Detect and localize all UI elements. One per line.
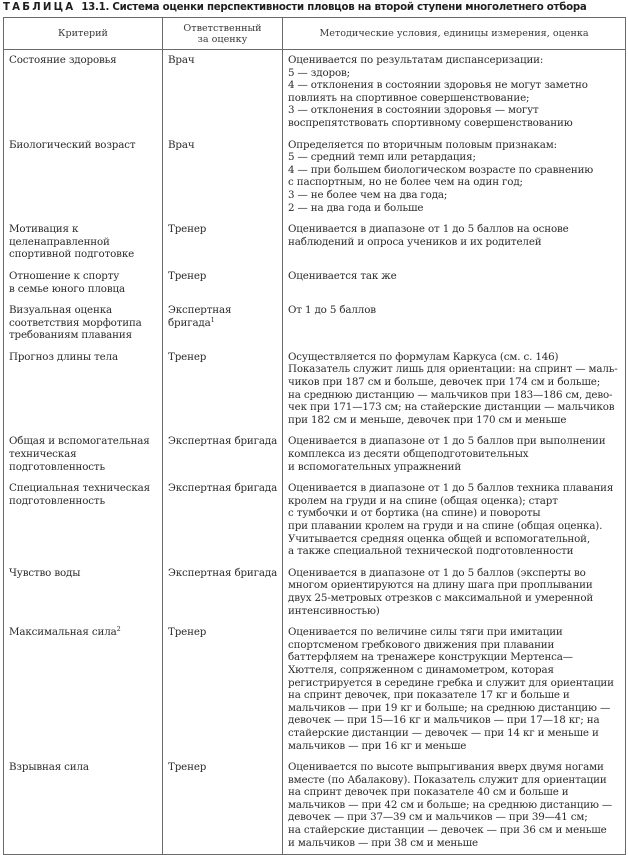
methods-text: мальчиков — при 42 см и больше; на среднюю дистанцию — [288, 798, 613, 811]
cell-criterion [4, 563, 163, 622]
criterion-line [9, 495, 158, 508]
methods-line [288, 67, 621, 80]
criterion-text: Визуальная оценка [9, 304, 112, 317]
table-row [4, 50, 626, 135]
methods-text: при плавании кролем на груди и на спине (общая оценка). [288, 520, 603, 532]
table-caption [3, 2, 628, 13]
methods-line [288, 714, 621, 727]
methods-line [288, 79, 621, 92]
criterion-text: Отношение к спорту [9, 269, 120, 282]
criterion-text: требованиям плавания [9, 329, 132, 342]
methods-line [288, 389, 621, 402]
criterion-text: Чувство воды [9, 566, 81, 579]
methods-line [288, 533, 621, 546]
criterion-line [9, 448, 158, 461]
cell-criterion [4, 478, 163, 563]
methods-line [288, 702, 621, 715]
criterion-text: Состояние здоровья [9, 54, 117, 66]
methods-line [288, 824, 621, 837]
methods-line [288, 414, 621, 427]
cell-responsible [163, 757, 283, 855]
methods-text: с тумбочки и от бортика (на спине) и повороты [288, 507, 541, 520]
methods-line [288, 579, 621, 592]
methods-text: Учитывается средняя оценка общей и вспомогательной, [288, 532, 591, 545]
methods-text: на стайерские дистанции — девочек — при 36 см и меньше [288, 824, 607, 837]
methods-line [288, 592, 621, 605]
methods-line [288, 270, 621, 283]
responsible-line [168, 304, 278, 317]
methods-text: стайерские дистанции — девочек — при 14 кг и меньше и [288, 726, 599, 739]
cell-methods [283, 347, 626, 432]
methods-line [288, 202, 621, 215]
methods-line [288, 117, 621, 130]
methods-text: Оценивается по результатам диспансеризации: [288, 54, 544, 66]
criterion-text: соответствия морфотипа [9, 316, 142, 329]
methods-line [288, 651, 621, 664]
criterion-text: Специальная техническая [9, 482, 150, 495]
methods-text: при 182 см и меньше, девочек при 170 см и меньше [288, 413, 567, 426]
criterion-text: Максимальная сила [9, 626, 117, 639]
methods-text: комплекса из десяти общеподготовительных [288, 448, 529, 461]
cell-methods [283, 622, 626, 757]
methods-line [288, 482, 621, 495]
criterion-line [9, 461, 158, 474]
methods-line [288, 545, 621, 558]
methods-text: на спринт девочек при показателе 40 см и больше и [288, 786, 569, 799]
header-responsible-line1: Ответственный [183, 22, 262, 34]
table-row [4, 347, 626, 432]
responsible-line [168, 223, 278, 236]
table-row [4, 622, 626, 757]
methods-line [288, 507, 621, 520]
cell-criterion [4, 300, 163, 347]
cell-methods [283, 219, 626, 266]
responsible-line [168, 54, 278, 67]
criterion-line [9, 351, 158, 364]
table-row [4, 563, 626, 622]
methods-text: и мальчиков — при 38 см и меньше [288, 836, 478, 849]
criterion-text: Взрывная сила [9, 761, 89, 774]
methods-line [288, 351, 621, 364]
cell-methods [283, 757, 626, 855]
methods-line [288, 786, 621, 799]
methods-text: многом ориентируются на длину шага при проплывании [288, 579, 593, 592]
methods-text: 4 — при большем биологическом возрасте по сравнению [288, 163, 594, 176]
cell-responsible [163, 563, 283, 622]
cell-methods [283, 266, 626, 300]
responsible-text: Врач [168, 54, 195, 66]
criterion-line [9, 435, 158, 448]
cell-methods [283, 431, 626, 478]
criterion-text: спортивной подготовке [9, 248, 135, 261]
criterion-text: Прогноз длины тела [9, 350, 118, 363]
methods-line [288, 164, 621, 177]
responsible-line [168, 139, 278, 152]
table-row [4, 757, 626, 855]
table-row [4, 300, 626, 347]
methods-text: Определяется по вторичным половым признакам: [288, 138, 557, 151]
responsible-text: Экспертная [168, 304, 232, 317]
criterion-line [9, 567, 158, 580]
responsible-text: Тренер [168, 626, 207, 639]
responsible-text: Тренер [168, 269, 207, 282]
methods-text: 2 — на два года и больше [288, 201, 424, 214]
methods-text: Оценивается по величине силы тяги при имитации [288, 626, 563, 639]
methods-line [288, 304, 621, 317]
methods-line [288, 639, 621, 652]
methods-line [288, 727, 621, 740]
header-methods: Методические условия, единицы измерения, оценка [283, 18, 626, 50]
cell-responsible [163, 300, 283, 347]
header-responsible [163, 18, 283, 50]
criterion-line [9, 304, 158, 317]
methods-text: баттерфляем на тренажере конструкции Мертенса— [288, 651, 573, 664]
methods-line [288, 837, 621, 850]
table-row [4, 266, 626, 300]
methods-line [288, 139, 621, 152]
responsible-line [168, 435, 278, 448]
methods-line [288, 236, 621, 249]
criterion-line [9, 270, 158, 283]
cell-responsible [163, 622, 283, 757]
cell-responsible [163, 135, 283, 220]
methods-line [288, 363, 621, 376]
methods-text: наблюдений и опроса учеников и их родителей [288, 235, 542, 248]
criterion-line [9, 283, 158, 296]
cell-criterion [4, 347, 163, 432]
responsible-line [168, 761, 278, 774]
methods-line [288, 677, 621, 690]
cell-responsible [163, 50, 283, 135]
methods-line [288, 461, 621, 474]
methods-line [288, 223, 621, 236]
responsible-text: Тренер [168, 350, 207, 363]
table-row [4, 478, 626, 563]
methods-line [288, 151, 621, 164]
methods-text: интенсивностью) [288, 604, 380, 617]
methods-text: а также специальной технической подготовленности [288, 545, 574, 558]
cell-methods [283, 300, 626, 347]
methods-line [288, 448, 621, 461]
header-responsible-line2: за оценку [197, 33, 248, 45]
responsible-line [168, 482, 278, 495]
criterion-text: Мотивация к [9, 223, 79, 236]
methods-line [288, 189, 621, 202]
methods-line [288, 104, 621, 117]
criterion-line [9, 236, 158, 249]
table-header-row [4, 18, 626, 50]
methods-line [288, 761, 621, 774]
methods-text: Оценивается в диапазоне от 1 до 5 баллов (эксперты во [288, 566, 586, 579]
responsible-text: Врач [168, 138, 195, 151]
methods-text: с паспортным, но не более чем на один год; [288, 176, 523, 189]
methods-line [288, 567, 621, 580]
methods-text: 4 — отклонения в состоянии здоровья не могут заметно [288, 79, 588, 92]
responsible-line [168, 626, 278, 639]
methods-line [288, 92, 621, 105]
criterion-line [9, 248, 158, 261]
methods-line [288, 799, 621, 812]
responsible-text: Экспертная бригада [168, 482, 278, 495]
methods-text: на среднюю дистанцию — мальчиков при 183—186 см, дево- [288, 388, 613, 401]
table-row [4, 135, 626, 220]
cell-criterion [4, 622, 163, 757]
methods-line [288, 811, 621, 824]
cell-methods [283, 478, 626, 563]
table-row [4, 219, 626, 266]
criterion-line [9, 317, 158, 330]
table-row [4, 431, 626, 478]
cell-methods [283, 50, 626, 135]
methods-text: регистрируется в середине гребка и служит для ориентации [288, 676, 614, 689]
methods-line [288, 54, 621, 67]
cell-responsible [163, 431, 283, 478]
footnote-marker: 2 [116, 625, 121, 634]
methods-line [288, 495, 621, 508]
criterion-line [9, 139, 158, 152]
methods-text: 5 — здоров; [288, 66, 350, 79]
cell-responsible [163, 347, 283, 432]
cell-methods [283, 563, 626, 622]
methods-line [288, 774, 621, 787]
cell-responsible [163, 478, 283, 563]
methods-text: девочек — при 37—39 см и мальчиков — при 39—41 см; [288, 811, 588, 824]
methods-text: на спринт девочек, при показателе 17 кг и больше и [288, 689, 570, 702]
methods-line [288, 664, 621, 677]
header-criterion: Критерий [4, 18, 163, 50]
methods-text: мальчиков — при 19 кг и больше; на среднюю дистанцию — [288, 701, 611, 714]
methods-text: 5 — средний темп или ретардация; [288, 151, 476, 164]
criterion-line [9, 329, 158, 342]
cell-criterion [4, 431, 163, 478]
responsible-line [168, 270, 278, 283]
responsible-line [168, 351, 278, 364]
criterion-text: целенаправленной [9, 235, 110, 248]
methods-text: 3 — не более чем на два года; [288, 188, 448, 201]
criterion-line [9, 223, 158, 236]
cell-criterion [4, 219, 163, 266]
methods-line [288, 435, 621, 448]
cell-methods [283, 135, 626, 220]
methods-text: Оценивается в диапазоне от 1 до 5 баллов на основе [288, 223, 569, 236]
methods-line [288, 689, 621, 702]
methods-text: девочек — при 15—16 кг и мальчиков — при 17—18 кг; на [288, 714, 600, 727]
criterion-line [9, 626, 158, 639]
methods-text: повлиять на спортивное совершенствование; [288, 91, 530, 104]
methods-line [288, 376, 621, 389]
methods-text: Оценивается так же [288, 269, 397, 282]
methods-text: От 1 до 5 баллов [288, 304, 376, 317]
methods-line [288, 740, 621, 753]
methods-line [288, 401, 621, 414]
criterion-text: в семье юного пловца [9, 282, 125, 295]
methods-text: Осуществляется по формулам Каркуса (см. с. 146) [288, 350, 559, 363]
responsible-text: Экспертная бригада [168, 435, 278, 448]
methods-text: спортсменом гребкового движения при плавании [288, 638, 555, 651]
methods-line [288, 605, 621, 618]
footnote-marker: 1 [210, 315, 215, 324]
methods-line [288, 626, 621, 639]
criterion-text: подготовленность [9, 494, 105, 507]
methods-text: Хюттеля, сопряженном с динамометром, которая [288, 663, 554, 676]
cell-criterion [4, 50, 163, 135]
criterion-text: Биологический возраст [9, 138, 136, 151]
cell-criterion [4, 757, 163, 855]
table-body [4, 50, 626, 855]
criterion-line [9, 761, 158, 774]
methods-text: Оценивается в диапазоне от 1 до 5 баллов техника плавания [288, 482, 614, 495]
cell-criterion [4, 266, 163, 300]
responsible-line [168, 317, 278, 330]
methods-line [288, 520, 621, 533]
responsible-text: бригада [168, 316, 211, 329]
methods-text: мальчиков — при 16 кг и меньше [288, 739, 467, 752]
responsible-text: Тренер [168, 223, 207, 236]
methods-text: Оценивается в диапазоне от 1 до 5 баллов при выполнении [288, 435, 606, 448]
methods-text: кролем на груди и на спине (общая оценка); старт [288, 494, 558, 507]
methods-text: двух 25-метровых отрезков с максимальной и умеренной [288, 591, 594, 604]
methods-text: чек при 171—173 см; на стайерские дистанции — мальчиков [288, 401, 615, 414]
criterion-text: Общая и вспомогательная [9, 435, 150, 448]
methods-text: Оценивается по высоте выпрыгивания вверх двумя ногами [288, 761, 604, 774]
cell-criterion [4, 135, 163, 220]
assessment-table [3, 17, 626, 855]
cell-responsible [163, 219, 283, 266]
methods-text: чиков при 187 см и больше, девочек при 174 см и больше; [288, 376, 601, 389]
methods-text: Показатель служит лишь для ориентации: на спринт — маль- [288, 363, 618, 376]
methods-line [288, 176, 621, 189]
criterion-text: подготовленность [9, 460, 105, 473]
responsible-text: Тренер [168, 761, 207, 774]
criterion-text: техническая [9, 448, 77, 461]
caption-title: 13.1. Система оценки перспективности пловцов на второй ступени многолетнего отбора [81, 2, 587, 13]
methods-text: и вспомогательных упражнений [288, 460, 462, 473]
responsible-text: Экспертная бригада [168, 566, 278, 579]
methods-text: вместе (по Абалакову). Показатель служит для ориентации [288, 773, 607, 786]
criterion-line [9, 482, 158, 495]
criterion-line [9, 54, 158, 67]
methods-text: 3 — отклонения в состоянии здоровья — могут [288, 104, 539, 117]
methods-text: воспрепятствовать спортивному совершенствованию [288, 116, 573, 129]
caption-label: ТАБЛИЦА [3, 2, 76, 13]
responsible-line [168, 567, 278, 580]
cell-responsible [163, 266, 283, 300]
